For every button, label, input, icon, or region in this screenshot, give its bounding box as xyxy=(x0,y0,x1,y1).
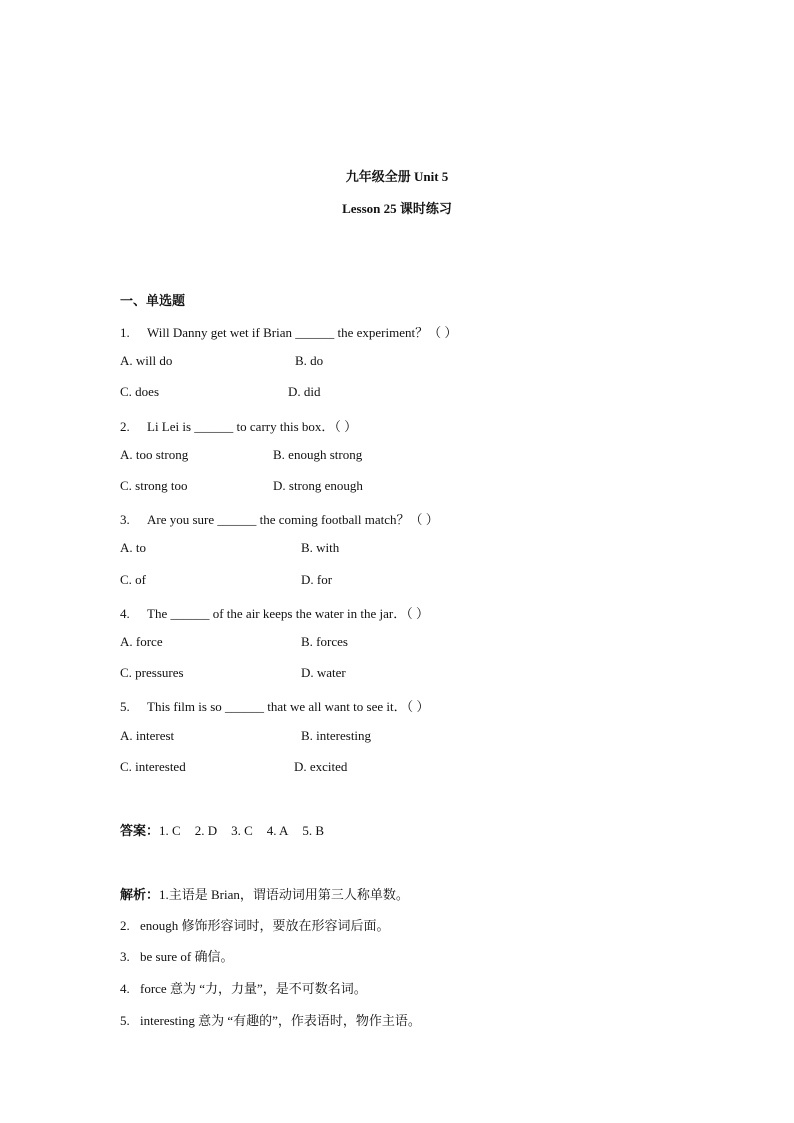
question-number: 1. xyxy=(120,325,130,340)
question-4 xyxy=(120,603,429,622)
explanation-number: 5. xyxy=(120,1013,130,1028)
answer-item: 4. A xyxy=(266,823,289,838)
option-c: C. of xyxy=(120,572,146,587)
page-title: 九年级全册 Unit 5 xyxy=(345,169,449,184)
section-title: 一、单选题 xyxy=(120,293,186,308)
option-a: A. interest xyxy=(120,728,175,743)
question-number: 2. xyxy=(120,419,130,434)
explanation-text: force 意为 “力，力量”，是不可数名词。 xyxy=(140,981,367,996)
question-2 xyxy=(120,416,357,435)
option-a: A. force xyxy=(120,634,163,649)
explanation-text: interesting 意为 “有趣的”，作表语时，物作主语。 xyxy=(140,1013,421,1028)
explanation-text: be sure of 确信。 xyxy=(140,949,234,964)
explanation-number: 3. xyxy=(120,949,130,964)
option-d: D. did xyxy=(288,384,321,399)
explanation-text: enough 修饰形容词时，要放在形容词后面。 xyxy=(140,918,390,933)
option-b: B. with xyxy=(301,540,340,555)
option-a: A. will do xyxy=(120,353,173,368)
option-c: C. pressures xyxy=(120,665,184,680)
explanation-number: 1. xyxy=(159,887,169,902)
explanation-4 xyxy=(120,978,367,997)
answer-item: 1. C xyxy=(159,823,181,838)
explanation-number: 4. xyxy=(120,981,130,996)
question-text: The ______ of the air keeps the water in the jar．（ ） xyxy=(147,606,429,621)
question-text: Li Lei is ______ to carry this box．（ ） xyxy=(147,419,358,434)
explanation-1 xyxy=(120,884,409,903)
explanation-3 xyxy=(120,946,234,965)
option-a: A. to xyxy=(120,540,146,555)
explanation-number: 2. xyxy=(120,918,130,933)
option-d: D. water xyxy=(301,665,346,680)
question-text: Are you sure ______ the coming football match？（ ） xyxy=(147,512,439,527)
explanation-label: 解析： xyxy=(120,887,160,902)
explanation-5 xyxy=(120,1010,421,1029)
option-b: B. do xyxy=(295,353,324,368)
option-d: D. strong enough xyxy=(273,478,363,493)
answer-item: 2. D xyxy=(194,823,218,838)
option-d: D. for xyxy=(301,572,333,587)
question-3 xyxy=(120,509,439,528)
option-c: C. interested xyxy=(120,759,186,774)
answer-item: 5. B xyxy=(302,823,325,838)
option-a: A. too strong xyxy=(120,447,189,462)
option-d: D. excited xyxy=(294,759,348,774)
question-text: Will Danny get wet if Brian ______ the experiment？（ ） xyxy=(147,325,458,340)
question-1 xyxy=(120,322,457,341)
option-c: C. strong too xyxy=(120,478,188,493)
option-b: B. interesting xyxy=(301,728,372,743)
answer-label: 答案： xyxy=(120,823,160,838)
question-number: 3. xyxy=(120,512,130,527)
option-b: B. forces xyxy=(301,634,348,649)
answer-key xyxy=(120,820,338,839)
question-5 xyxy=(120,696,429,715)
answer-item: 3. C xyxy=(231,823,253,838)
page-subtitle: Lesson 25 课时练习 xyxy=(342,201,452,216)
option-b: B. enough strong xyxy=(273,447,363,462)
question-number: 5. xyxy=(120,699,130,714)
explanation-text: 主语是 Brian，谓语动词用第三人称单数。 xyxy=(168,887,409,902)
option-c: C. does xyxy=(120,384,159,399)
question-number: 4. xyxy=(120,606,130,621)
question-text: This film is so ______ that we all want to see it．（ ） xyxy=(147,699,430,714)
explanation-2 xyxy=(120,915,390,934)
